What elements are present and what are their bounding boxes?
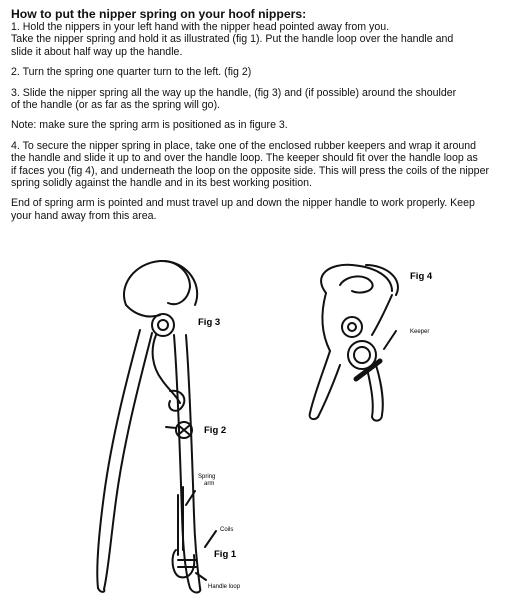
coils-label: Coils (220, 527, 234, 533)
step4-line4: spring solidly against the handle and in its best working position. (11, 177, 312, 190)
step3-line1: 3. Slide the nipper spring all the way up the handle, (fig 3) and (if possible) around the shoulder (11, 86, 457, 99)
nipper-illustration (0, 255, 531, 600)
spring-arm-label-line2: arm (204, 481, 215, 487)
right-nipper-drawing (310, 265, 398, 421)
step1-line2: Take the nipper spring and hold it as illustrated (fig 1). Put the handle loop over the handle and (11, 33, 454, 46)
left-nipper-drawing (97, 261, 216, 593)
note-text: Note: make sure the spring arm is positioned as in figure 3. (11, 119, 288, 132)
end-line1: End of spring arm is pointed and must travel up and down the nipper handle to work properly. Keep (11, 197, 475, 210)
step3-line2: of the handle (or as far as the spring will go). (11, 99, 221, 112)
fig1-label: Fig 1 (214, 549, 237, 560)
step4-line1: 4. To secure the nipper spring in place, take one of the enclosed rubber keepers and wrap it around (11, 139, 477, 152)
step4-line3: if faces you (fig 4), and underneath the loop on the opposite side. This will press the coils of the nipper (11, 164, 489, 177)
instructions-text (11, 7, 523, 222)
step1-line3: slide it about half way up the handle. (11, 45, 183, 58)
keeper-label: Keeper (410, 329, 430, 335)
end-line2: your hand away from this area. (11, 209, 157, 222)
step1-line1: 1. Hold the nippers in your left hand with the nipper head pointed away from you. (11, 21, 390, 33)
step4-line2: the handle and slide it up to and over the handle loop. The keeper should fit over the handle loop as (11, 152, 478, 165)
instructions-title: How to put the nipper spring on your hoof nippers: (11, 7, 307, 21)
fig2-label: Fig 2 (204, 425, 227, 436)
fig3-label: Fig 3 (198, 317, 221, 328)
spring-arm-label-line1: Spring (198, 474, 216, 480)
fig4-label: Fig 4 (410, 271, 433, 282)
step2-text: 2. Turn the spring one quarter turn to the left. (fig 2) (11, 66, 252, 79)
handle-loop-label: Handle loop (208, 584, 241, 590)
